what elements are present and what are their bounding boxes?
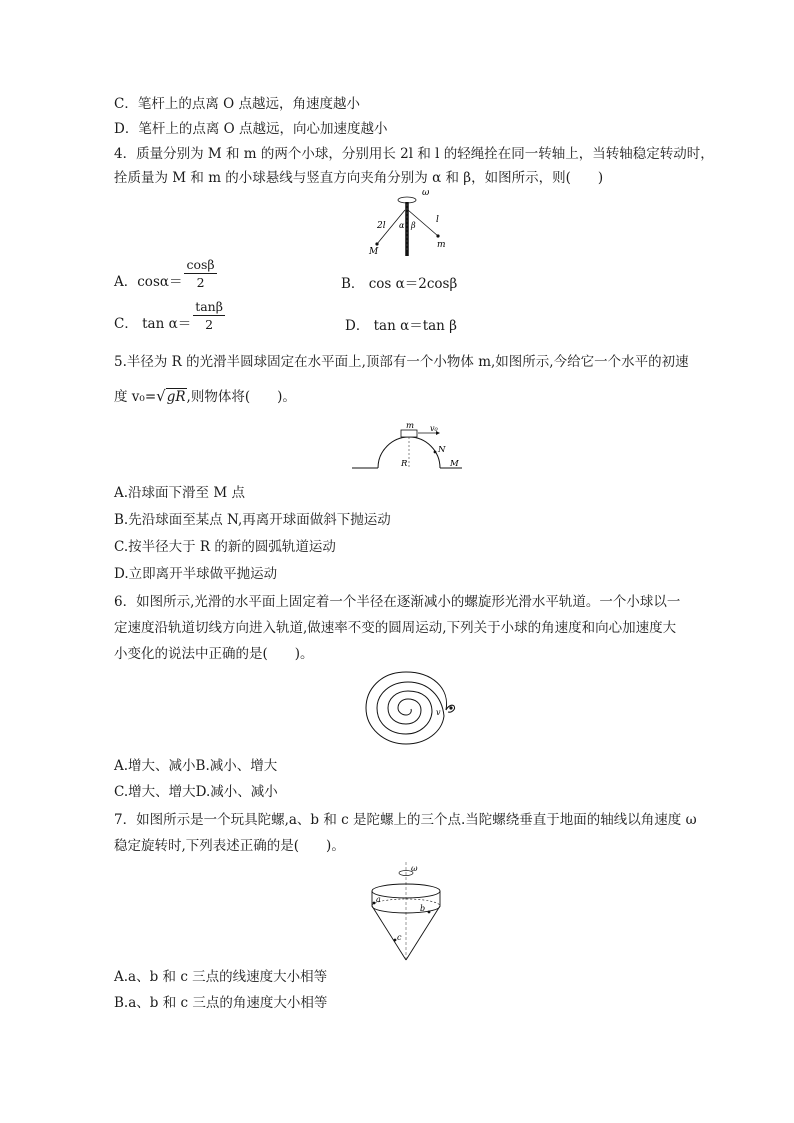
point-a: [373, 902, 376, 905]
point-N: [434, 451, 437, 454]
q7-omega-label: ω: [411, 864, 418, 873]
q5-stem-line2: 度 v₀=√gR,则物体将( )。: [114, 387, 296, 405]
q5-stem-prefix: 度 v₀=: [114, 389, 157, 405]
q5-option-c: C.按半径大于 R 的新的圆弧轨道运动: [114, 539, 336, 555]
q4-omega-label: ω: [422, 188, 430, 198]
q4-l-label: l: [436, 215, 439, 225]
q6-options-ab: A.增大、减小B.减小、增大: [114, 758, 278, 774]
q4-stem-line2: 拴质量为 M 和 m 的小球悬线与竖直方向夹角分别为 α 和 β，如图所示，则( ): [114, 170, 604, 186]
q5-m-label: m: [406, 421, 415, 431]
q5-sqrt-gR: gR: [166, 389, 186, 405]
q7-option-a: A.a、b 和 c 三点的线速度大小相等: [114, 969, 328, 985]
q4-M-label: M: [369, 247, 379, 257]
q7-b-label: b: [420, 904, 426, 913]
block-m: [401, 430, 417, 437]
q4-option-c-denominator: 2: [205, 317, 214, 332]
q4-alpha-label: α: [399, 221, 405, 230]
option-d-prev: D．笔杆上的点离 O 点越远，向心加速度越小: [114, 121, 388, 137]
q5-R-label: R: [401, 459, 408, 469]
ball-M: [375, 242, 378, 245]
q4-m-label: m: [437, 240, 446, 250]
option-c-prev: C．笔杆上的点离 O 点越远，角速度越小: [114, 96, 360, 112]
q4-2l-label: 2l: [377, 221, 386, 231]
point-b: [428, 911, 431, 914]
q5-option-b: B.先沿球面至某点 N,再离开球面做斜下抛运动: [114, 512, 391, 528]
q4-option-d: D． tan α＝tan β: [345, 318, 457, 334]
q6-v-label: v: [436, 708, 441, 717]
q5-v0-label: v₀: [430, 424, 438, 433]
q4-option-a-numerator: cosβ: [186, 257, 215, 272]
q7-stem-line2: 稳定旋转时,下列表述正确的是( )。: [114, 838, 345, 854]
q6-options-cd: C.增大、增大D.减小、减小: [114, 784, 278, 800]
q7-a-label: a: [376, 895, 381, 904]
q6-stem-line3: 小变化的说法中正确的是( )。: [114, 646, 314, 662]
q6-stem-line1: 6．如图所示,光滑的水平面上固定着一个半径在逐渐减小的螺旋形光滑水平轨道。一个小球以一: [114, 594, 681, 610]
q7-figure: [366, 860, 446, 964]
q5-M-label: M: [450, 459, 459, 469]
q5-N-label: N: [438, 445, 446, 455]
q6-stem-line2: 定速度沿轨道切线方向进入轨道,做速率不变的圆周运动,下列关于小球的角速度和向心加速度大: [114, 620, 677, 636]
q4-stem-line1: 4．质量分别为 M 和 m 的两个小球，分别用长 2l 和 l 的轻绳拴在同一转轴上，当转轴稳定转动时，: [114, 146, 714, 162]
q5-stem-line1: 5.半径为 R 的光滑半圆球固定在水平面上,顶部有一个小物体 m,如图所示,今给它一个水平的初速: [114, 354, 689, 370]
q4-option-a-label: A．cosα＝: [114, 274, 183, 290]
q7-c-label: c: [397, 933, 402, 942]
point-c: [394, 939, 397, 942]
q5-option-d: D.立即离开半球做平抛运动: [114, 566, 278, 582]
q5-option-a: A.沿球面下滑至 M 点: [114, 485, 245, 501]
ball: [449, 706, 452, 709]
q4-option-a-denominator: 2: [196, 275, 205, 290]
q4-option-c-label: C． tan α＝: [114, 316, 192, 332]
ball-m: [436, 234, 439, 237]
q5-stem-suffix: ,则物体将( )。: [186, 389, 296, 405]
q4-option-c-numerator: tanβ: [195, 299, 223, 314]
q7-stem-line1: 7．如图所示是一个玩具陀螺,a、b 和 c 是陀螺上的三个点.当陀螺绕垂直于地面的轴线以角速度 ω: [114, 812, 697, 828]
q5-figure: [350, 420, 465, 472]
q6-figure: [362, 668, 462, 748]
q4-beta-label: β: [411, 221, 416, 230]
q7-option-b: B.a、b 和 c 三点的角速度大小相等: [114, 995, 328, 1011]
q4-option-b: B． cos α＝2cosβ: [341, 276, 458, 292]
q4-figure: [355, 188, 465, 260]
